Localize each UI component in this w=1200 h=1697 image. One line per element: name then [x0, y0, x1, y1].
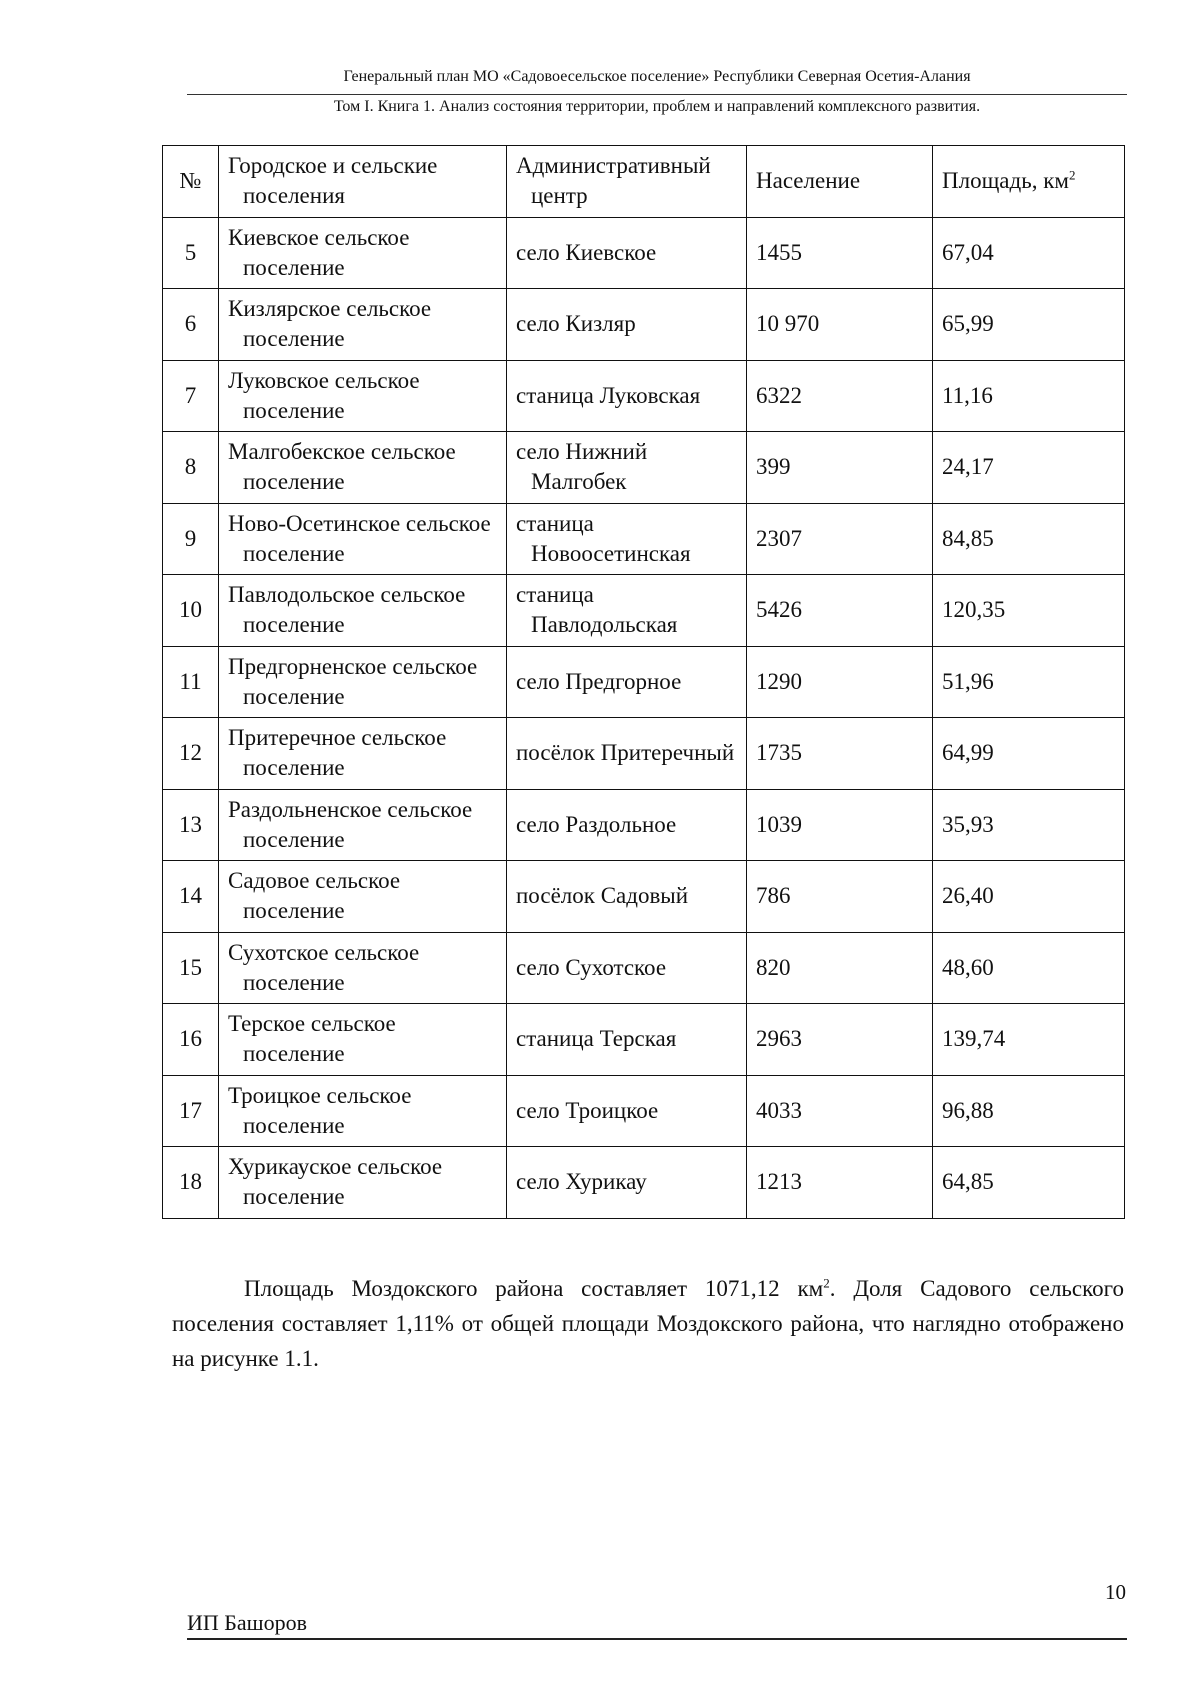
footer-divider [187, 1638, 1127, 1640]
cell-area: 51,96 [933, 646, 1125, 718]
header-area-label: Площадь, км [942, 168, 1069, 194]
cell-number: 14 [163, 861, 219, 933]
cell-admin-center: станица Луковская [507, 360, 747, 432]
cell-settlement: Притеречное сельское поселение [219, 718, 507, 790]
settlements-table [162, 145, 1125, 1219]
cell-number: 16 [163, 1004, 219, 1076]
cell-admin-center: станица Терская [507, 1004, 747, 1076]
cell-number: 8 [163, 432, 219, 504]
cell-admin-center: село Сухотское [507, 932, 747, 1004]
cell-area: 11,16 [933, 360, 1125, 432]
cell-area: 96,88 [933, 1075, 1125, 1147]
cell-admin-center: посёлок Притеречный [507, 718, 747, 790]
cell-area: 64,85 [933, 1147, 1125, 1219]
cell-population: 1290 [747, 646, 933, 718]
footer-author: ИП Башоров [187, 1610, 308, 1635]
cell-admin-center: село Кизляр [507, 289, 747, 361]
header-area [933, 146, 1125, 218]
cell-population: 2963 [747, 1004, 933, 1076]
cell-area: 67,04 [933, 217, 1125, 289]
header-settlement: Городское и сельские поселения [219, 146, 507, 218]
table-row [163, 789, 1125, 861]
cell-number: 5 [163, 217, 219, 289]
cell-area: 120,35 [933, 575, 1125, 647]
header-area-superscript: 2 [1068, 167, 1076, 183]
cell-population: 2307 [747, 503, 933, 575]
cell-settlement: Ново-Осетинское сельское поселение [219, 503, 507, 575]
cell-number: 17 [163, 1075, 219, 1147]
cell-population: 6322 [747, 360, 933, 432]
cell-settlement: Малгобекское сельское поселение [219, 432, 507, 504]
table-row [163, 1004, 1125, 1076]
cell-area: 139,74 [933, 1004, 1125, 1076]
document-header-subtitle: Том I. Книга 1. Анализ состояния территории, проблем и направлений комплексного развития. [333, 98, 981, 115]
cell-admin-center: станица Павлодольская [507, 575, 747, 647]
header-population: Население [747, 146, 933, 218]
cell-number: 6 [163, 289, 219, 361]
cell-population: 5426 [747, 575, 933, 647]
cell-settlement: Хурикауское сельское поселение [219, 1147, 507, 1219]
table-header-row [163, 146, 1125, 218]
cell-area: 65,99 [933, 289, 1125, 361]
cell-area: 64,99 [933, 718, 1125, 790]
header-divider [187, 94, 1127, 95]
cell-settlement: Терское сельское поселение [219, 1004, 507, 1076]
cell-population: 1213 [747, 1147, 933, 1219]
cell-number: 15 [163, 932, 219, 1004]
cell-settlement: Луковское сельское поселение [219, 360, 507, 432]
cell-admin-center: село Нижний Малгобек [507, 432, 747, 504]
cell-number: 12 [163, 718, 219, 790]
paragraph-superscript: 2 [823, 1275, 830, 1291]
table-row [163, 646, 1125, 718]
cell-population: 1455 [747, 217, 933, 289]
table-row [163, 289, 1125, 361]
cell-population: 10 970 [747, 289, 933, 361]
cell-area: 35,93 [933, 789, 1125, 861]
cell-population: 4033 [747, 1075, 933, 1147]
cell-area: 24,17 [933, 432, 1125, 504]
cell-settlement: Садовое сельское поселение [219, 861, 507, 933]
table-row [163, 360, 1125, 432]
table-row [163, 217, 1125, 289]
cell-settlement: Кизлярское сельское поселение [219, 289, 507, 361]
cell-area: 84,85 [933, 503, 1125, 575]
cell-settlement: Раздольненское сельское поселение [219, 789, 507, 861]
table-body [163, 217, 1125, 1218]
document-header-title: Генеральный план МО «Садовоесельское поселение» Республики Северная Осетия-Алания [343, 68, 971, 85]
area-summary-paragraph [172, 1271, 1124, 1376]
table-row [163, 503, 1125, 575]
cell-admin-center: станица Новоосетинская [507, 503, 747, 575]
cell-admin-center: село Троицкое [507, 1075, 747, 1147]
table-row [163, 718, 1125, 790]
table-row [163, 575, 1125, 647]
header-admin-center: Административный центр [507, 146, 747, 218]
cell-population: 786 [747, 861, 933, 933]
table-row [163, 1075, 1125, 1147]
cell-number: 9 [163, 503, 219, 575]
paragraph-text-part2: . Доля Садового сельского поселения составляет 1,11% от общей площади Моздокского района, что наглядно отображено на рисунке 1.1. [172, 1276, 1124, 1371]
cell-number: 18 [163, 1147, 219, 1219]
table-row [163, 861, 1125, 933]
table-row [163, 932, 1125, 1004]
page-number: 10 [1105, 1580, 1126, 1604]
cell-settlement: Троицкое сельское поселение [219, 1075, 507, 1147]
cell-population: 1039 [747, 789, 933, 861]
cell-admin-center: село Предгорное [507, 646, 747, 718]
cell-number: 10 [163, 575, 219, 647]
cell-admin-center: село Раздольное [507, 789, 747, 861]
cell-area: 48,60 [933, 932, 1125, 1004]
cell-settlement: Предгорненское сельское поселение [219, 646, 507, 718]
cell-number: 11 [163, 646, 219, 718]
paragraph-text-part1: Площадь Моздокского района составляет 1071,12 км [244, 1276, 824, 1301]
cell-population: 399 [747, 432, 933, 504]
cell-number: 7 [163, 360, 219, 432]
cell-population: 820 [747, 932, 933, 1004]
header-number: № [163, 146, 219, 218]
cell-settlement: Сухотское сельское поселение [219, 932, 507, 1004]
cell-admin-center: село Киевское [507, 217, 747, 289]
cell-settlement: Павлодольское сельское поселение [219, 575, 507, 647]
cell-area: 26,40 [933, 861, 1125, 933]
cell-number: 13 [163, 789, 219, 861]
cell-settlement: Киевское сельское поселение [219, 217, 507, 289]
cell-population: 1735 [747, 718, 933, 790]
table-row [163, 1147, 1125, 1219]
cell-admin-center: село Хурикау [507, 1147, 747, 1219]
table-row [163, 432, 1125, 504]
cell-admin-center: посёлок Садовый [507, 861, 747, 933]
